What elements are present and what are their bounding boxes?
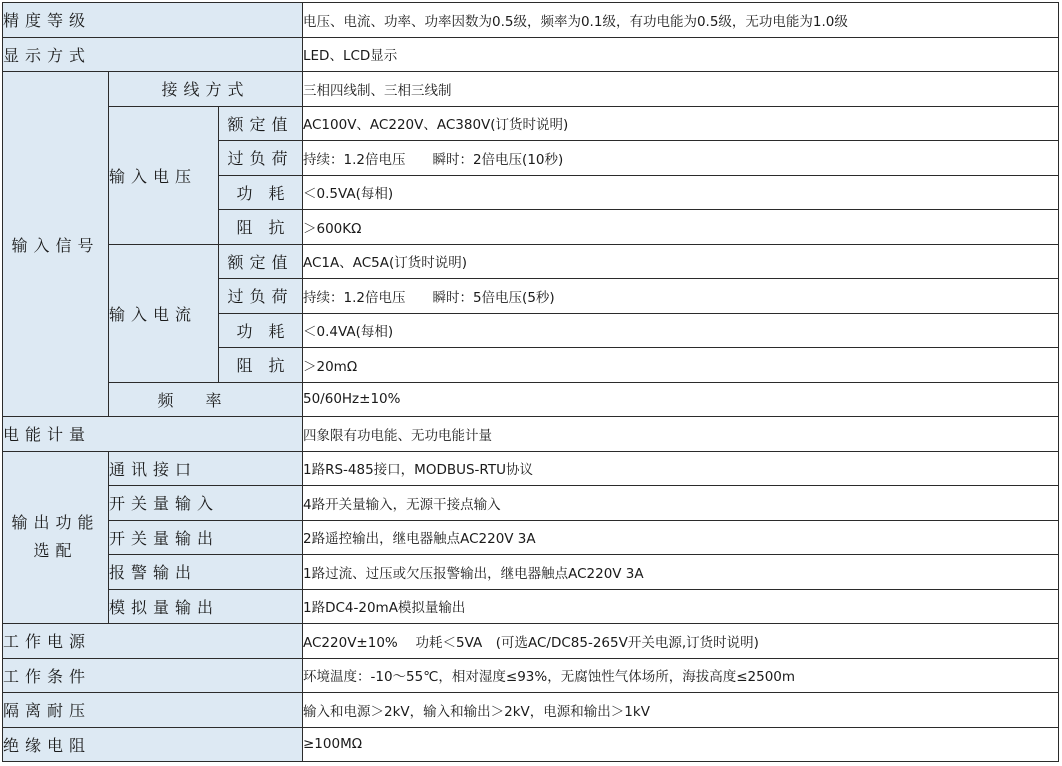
row-voltage-rated	[3, 106, 1059, 141]
comm-label: 通讯接口	[109, 451, 303, 486]
row-conditions	[3, 658, 1059, 693]
row-insulation	[3, 727, 1059, 762]
accuracy-label: 精度等级	[3, 3, 303, 38]
row-power-supply	[3, 624, 1059, 659]
row-alarm	[3, 555, 1059, 590]
isolation-label: 隔离耐压	[3, 693, 303, 728]
row-analog	[3, 589, 1059, 624]
do-value: 2路遥控输出，继电器触点AC220V 3A	[303, 520, 1059, 555]
row-accuracy	[3, 3, 1059, 38]
accuracy-value: 电压、电流、功率、功率因数为0.5级，频率为0.1级，有功电能为0.5级，无功电能为1.0级	[303, 3, 1059, 38]
row-energy	[3, 417, 1059, 452]
alarm-value: 1路过流、过压或欠压报警输出，继电器触点AC220V 3A	[303, 555, 1059, 590]
current-overload-value: 持续：1.2倍电压 瞬时：5倍电压(5秒)	[303, 279, 1059, 314]
current-rated-label: 额定值	[219, 244, 303, 279]
frequency-value: 50/60Hz±10%	[303, 382, 1059, 417]
voltage-overload-label: 过负荷	[219, 141, 303, 176]
wiring-value: 三相四线制、三相三线制	[303, 72, 1059, 107]
wiring-label: 接线方式	[109, 72, 303, 107]
current-power-value: ＜0.4VA(每相)	[303, 313, 1059, 348]
row-di	[3, 486, 1059, 521]
di-label: 开关量输入	[109, 486, 303, 521]
voltage-rated-label: 额定值	[219, 106, 303, 141]
power-supply-value: AC220V±10% 功耗＜5VA (可选AC/DC85-265V开关电源,订货时说明)	[303, 624, 1059, 659]
current-overload-label: 过负荷	[219, 279, 303, 314]
current-impedance-label: 阻 抗	[219, 348, 303, 383]
voltage-impedance-value: ＞600KΩ	[303, 210, 1059, 245]
output-label-line1: 输出功能	[11, 513, 100, 533]
energy-label: 电能计量	[3, 417, 303, 452]
conditions-value: 环境温度：-10～55℃，相对湿度≤93%，无腐蚀性气体场所，海拔高度≤2500m	[303, 658, 1059, 693]
current-power-label: 功 耗	[219, 313, 303, 348]
comm-value: 1路RS-485接口，MODBUS-RTU协议	[303, 451, 1059, 486]
voltage-power-label: 功 耗	[219, 175, 303, 210]
voltage-overload-value: 持续：1.2倍电压 瞬时：2倍电压(10秒)	[303, 141, 1059, 176]
display-label: 显示方式	[3, 37, 303, 72]
do-label: 开关量输出	[109, 520, 303, 555]
isolation-value: 输入和电源＞2kV，输入和输出＞2kV，电源和输出＞1kV	[303, 693, 1059, 728]
input-current-label: 输入电流	[109, 244, 219, 382]
spec-table	[2, 2, 1059, 762]
input-signal-label: 输入信号	[3, 72, 109, 417]
alarm-label: 报警输出	[109, 555, 303, 590]
voltage-rated-value: AC100V、AC220V、AC380V(订货时说明)	[303, 106, 1059, 141]
row-display	[3, 37, 1059, 72]
row-do	[3, 520, 1059, 555]
frequency-label: 频率	[109, 382, 303, 417]
row-comm	[3, 451, 1059, 486]
input-voltage-label: 输入电压	[109, 106, 219, 244]
output-label-line2: 选配	[33, 541, 78, 561]
row-frequency	[3, 382, 1059, 417]
analog-value: 1路DC4-20mA模拟量输出	[303, 589, 1059, 624]
insulation-label: 绝缘电阻	[3, 727, 303, 762]
current-rated-value: AC1A、AC5A(订货时说明)	[303, 244, 1059, 279]
voltage-power-value: ＜0.5VA(每相)	[303, 175, 1059, 210]
voltage-impedance-label: 阻 抗	[219, 210, 303, 245]
row-isolation	[3, 693, 1059, 728]
energy-value: 四象限有功电能、无功电能计量	[303, 417, 1059, 452]
display-value: LED、LCD显示	[303, 37, 1059, 72]
analog-label: 模拟量输出	[109, 589, 303, 624]
output-label	[3, 451, 109, 624]
insulation-value: ≥100MΩ	[303, 727, 1059, 762]
power-supply-label: 工作电源	[3, 624, 303, 659]
row-wiring	[3, 72, 1059, 107]
di-value: 4路开关量输入，无源干接点输入	[303, 486, 1059, 521]
current-impedance-value: ＞20mΩ	[303, 348, 1059, 383]
row-current-rated	[3, 244, 1059, 279]
conditions-label: 工作条件	[3, 658, 303, 693]
